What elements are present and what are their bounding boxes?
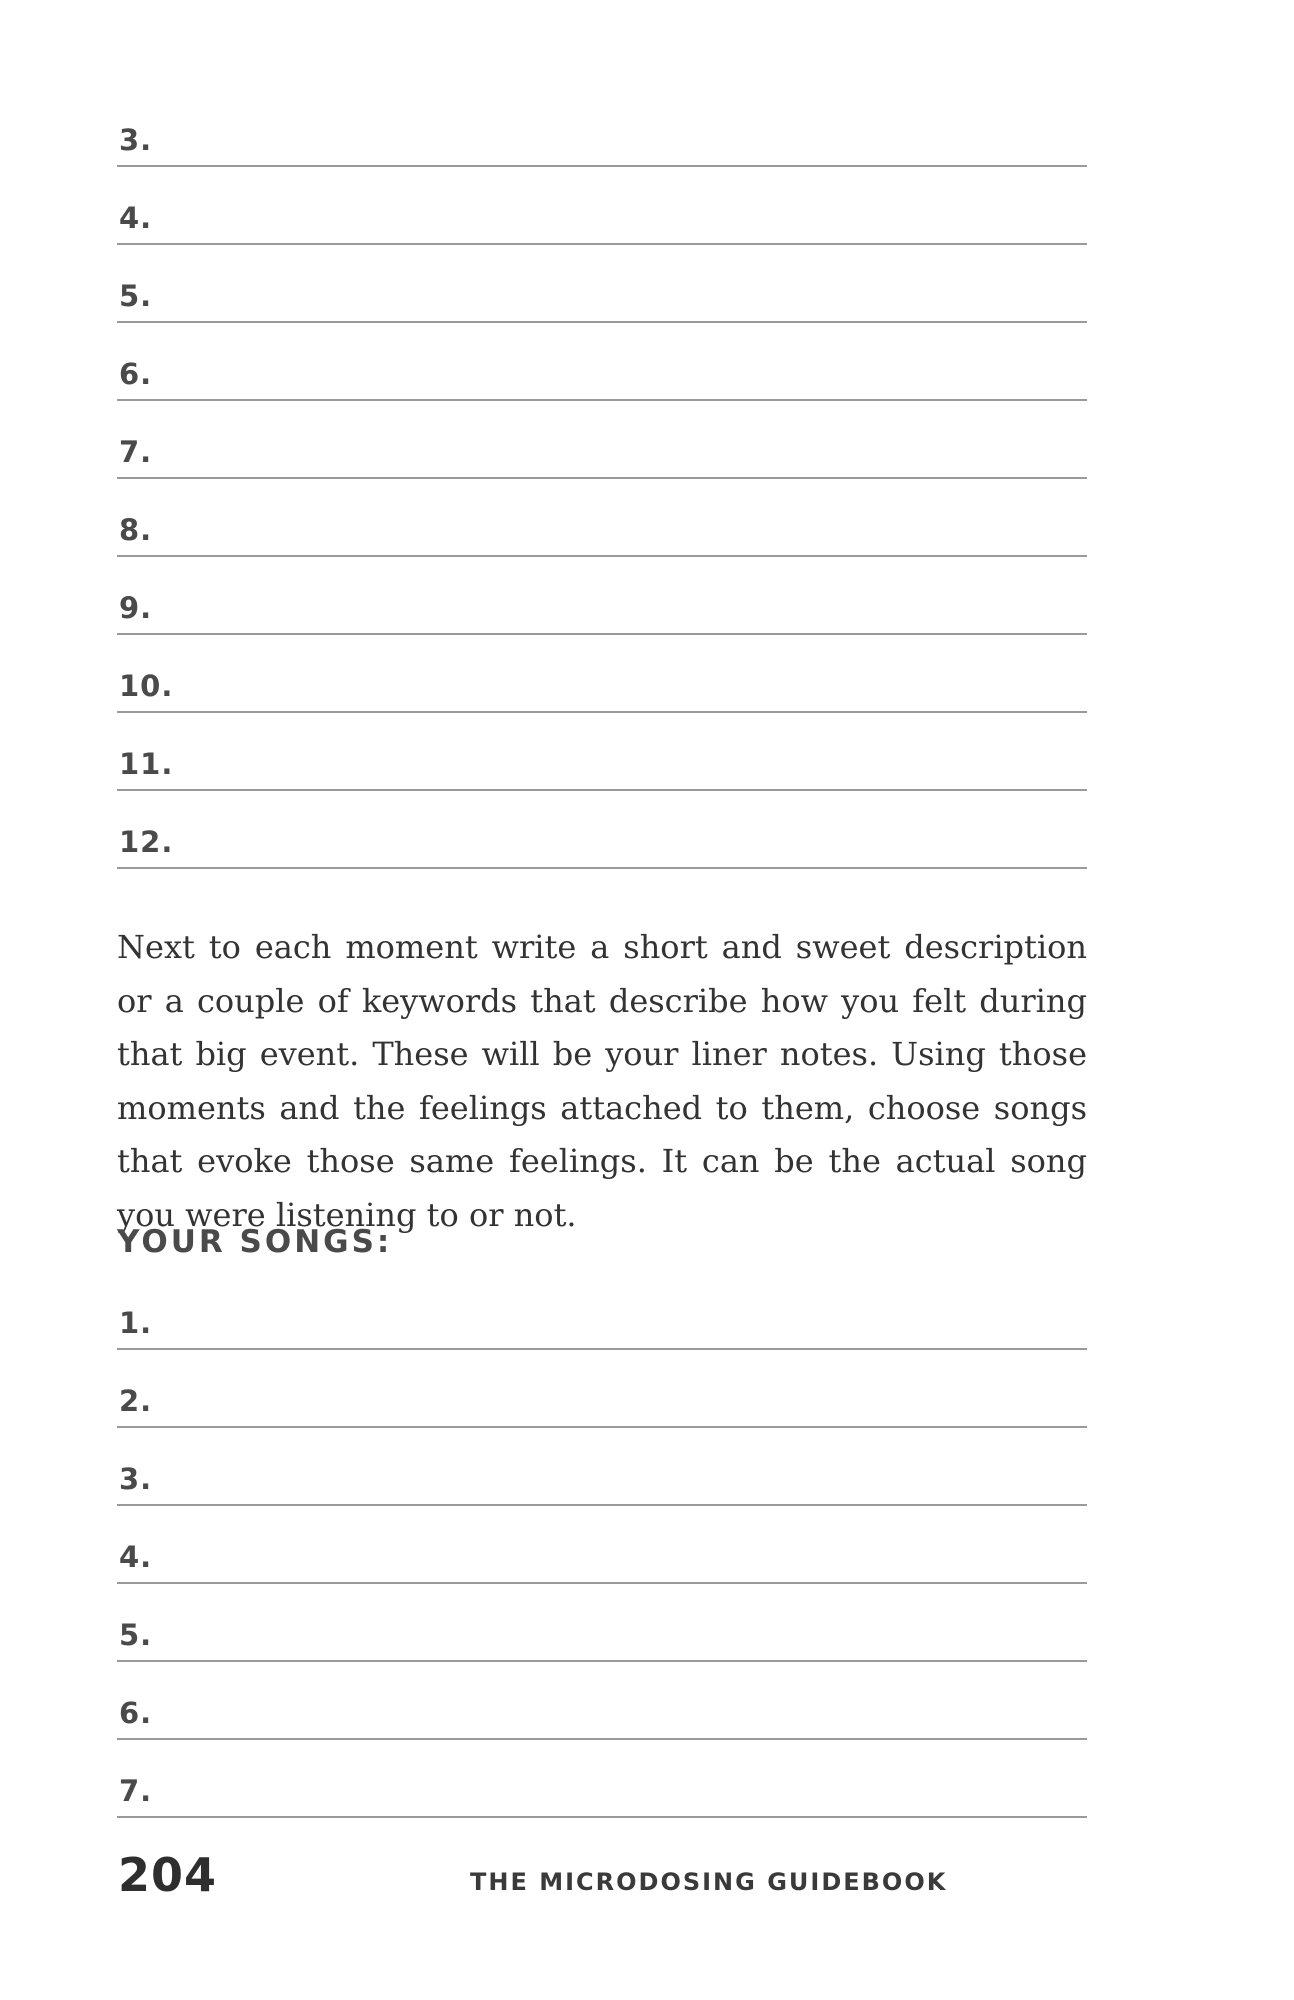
- running-footer-title: THE MICRODOSING GUIDEBOOK: [470, 1868, 948, 1896]
- write-in-line[interactable]: [117, 1428, 1087, 1506]
- write-in-line[interactable]: [117, 167, 1087, 245]
- write-in-line[interactable]: [117, 1662, 1087, 1740]
- line-number: 4.: [119, 201, 153, 235]
- write-in-line[interactable]: [117, 1350, 1087, 1428]
- line-number: 11.: [119, 747, 174, 781]
- line-number: 3.: [119, 123, 153, 157]
- line-number: 7.: [119, 1774, 153, 1808]
- line-number: 10.: [119, 669, 174, 703]
- write-in-line[interactable]: [117, 791, 1087, 869]
- write-in-line[interactable]: [117, 1272, 1087, 1350]
- line-number: 12.: [119, 825, 174, 859]
- line-number: 2.: [119, 1384, 153, 1418]
- songs-heading: YOUR SONGS:: [117, 1224, 393, 1260]
- write-in-line[interactable]: [117, 557, 1087, 635]
- write-in-line[interactable]: [117, 245, 1087, 323]
- write-in-line[interactable]: [117, 1740, 1087, 1818]
- songs-list: [117, 1272, 1087, 1818]
- page-number: 204: [118, 1848, 218, 1902]
- line-number: 4.: [119, 1540, 153, 1574]
- write-in-line[interactable]: [117, 323, 1087, 401]
- line-number: 3.: [119, 1462, 153, 1496]
- write-in-line[interactable]: [117, 401, 1087, 479]
- line-number: 7.: [119, 435, 153, 469]
- line-number: 1.: [119, 1306, 153, 1340]
- write-in-line[interactable]: [117, 713, 1087, 791]
- line-number: 6.: [119, 1696, 153, 1730]
- moments-list: [117, 89, 1087, 869]
- write-in-line[interactable]: [117, 1506, 1087, 1584]
- line-number: 8.: [119, 513, 153, 547]
- line-number: 9.: [119, 591, 153, 625]
- write-in-line[interactable]: [117, 1584, 1087, 1662]
- write-in-line[interactable]: [117, 89, 1087, 167]
- line-number: 5.: [119, 279, 153, 313]
- write-in-line[interactable]: [117, 635, 1087, 713]
- line-number: 5.: [119, 1618, 153, 1652]
- line-number: 6.: [119, 357, 153, 391]
- write-in-line[interactable]: [117, 479, 1087, 557]
- instructions-paragraph: Next to each moment write a short and sweet description or a couple of keywords that describe how you felt during that big event. These will be your liner notes. Using those moments and the feelings attached to them, choose songs that evoke those same feelings. It can be the actual song you were listening to or not.: [117, 928, 1087, 1234]
